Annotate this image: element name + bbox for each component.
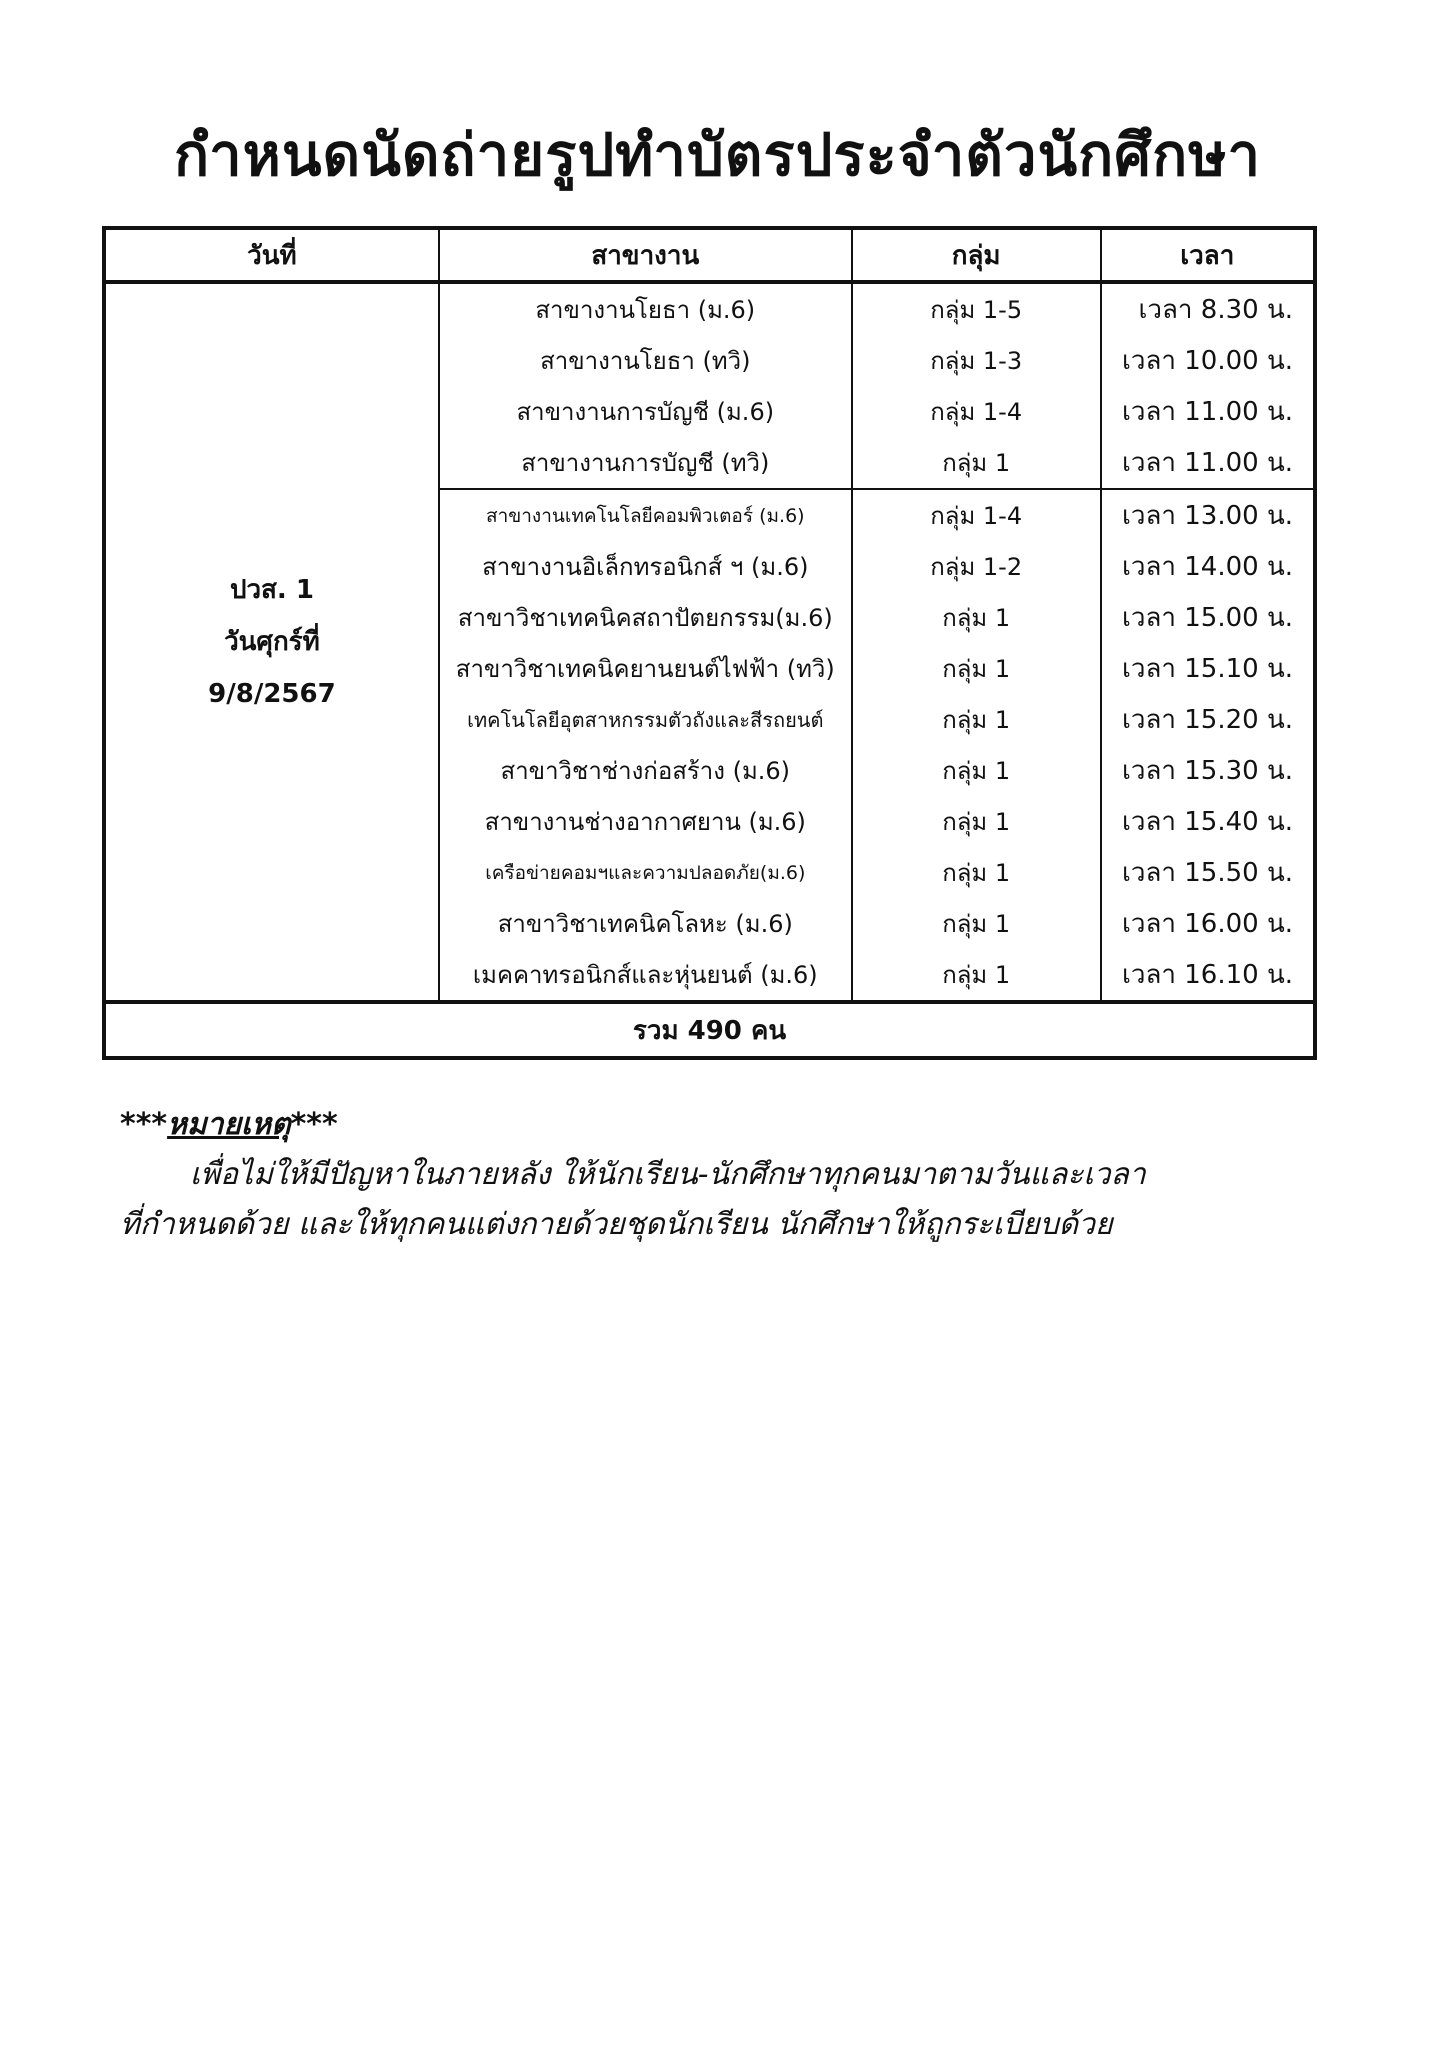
major-cell: สาขางานโยธา (ทวิ) (439, 335, 852, 386)
major-cell: สาขาวิชาเทคนิคสถาปัตยกรรม(ม.6) (439, 592, 852, 643)
time-cell: เวลา 15.50 น. (1101, 847, 1315, 898)
group-cell: กลุ่ม 1-3 (852, 335, 1101, 386)
group-cell: กลุ่ม 1-4 (852, 489, 1101, 541)
table-row (104, 282, 1315, 335)
date-day: วันศุกร์ที่ (224, 627, 320, 657)
table-header-row (104, 228, 1315, 282)
group-cell: กลุ่ม 1 (852, 694, 1101, 745)
remark-prefix: *** (120, 1107, 168, 1142)
group-cell: กลุ่ม 1-4 (852, 386, 1101, 437)
major-cell: สาขางานการบัญชี (ทวิ) (439, 437, 852, 489)
group-cell: กลุ่ม 1 (852, 898, 1101, 949)
schedule-table (102, 226, 1317, 1060)
time-cell: เวลา 14.00 น. (1101, 541, 1315, 592)
group-cell: กลุ่ม 1 (852, 643, 1101, 694)
remark-line-1: เพื่อไม่ให้มีปัญหาในภายหลัง ให้นักเรียน-นักศึกษาทุกคนมาตามวันและเวลา (190, 1157, 1146, 1192)
group-cell: กลุ่ม 1-2 (852, 541, 1101, 592)
group-cell: กลุ่ม 1 (852, 949, 1101, 1002)
major-cell: สาขาวิชาเทคนิคยานยนต์ไฟฟ้า (ทวิ) (439, 643, 852, 694)
remark-block (120, 1100, 1320, 1250)
major-cell: สาขางานโยธา (ม.6) (439, 282, 852, 335)
time-cell: เวลา 15.40 น. (1101, 796, 1315, 847)
group-cell: กลุ่ม 1 (852, 796, 1101, 847)
time-cell: เวลา 15.00 น. (1101, 592, 1315, 643)
major-cell: สาขาวิชาเทคนิคโลหะ (ม.6) (439, 898, 852, 949)
remark-line-2: ที่กำหนดด้วย และให้ทุกคนแต่งกายด้วยชุดนักเรียน นักศึกษาให้ถูกระเบียบด้วย (120, 1207, 1113, 1242)
group-cell: กลุ่ม 1 (852, 847, 1101, 898)
time-cell: เวลา 16.00 น. (1101, 898, 1315, 949)
group-cell: กลุ่ม 1-5 (852, 282, 1101, 335)
header-group: กลุ่ม (852, 228, 1101, 282)
header-time: เวลา (1101, 228, 1315, 282)
major-cell: เมคคาทรอนิกส์และหุ่นยนต์ (ม.6) (439, 949, 852, 1002)
time-cell: เวลา 15.30 น. (1101, 745, 1315, 796)
date-cell (104, 282, 439, 1002)
major-cell: เทคโนโลยีอุตสาหกรรมตัวถังและสีรถยนต์ (439, 694, 852, 745)
time-cell: เวลา 11.00 น. (1101, 437, 1315, 489)
header-major: สาขางาน (439, 228, 852, 282)
time-cell: เวลา 10.00 น. (1101, 335, 1315, 386)
group-cell: กลุ่ม 1 (852, 745, 1101, 796)
remark-suffix: *** (290, 1107, 338, 1142)
total-cell: รวม 490 คน (104, 1002, 1315, 1058)
time-cell: เวลา 16.10 น. (1101, 949, 1315, 1002)
major-cell: สาขาวิชาช่างก่อสร้าง (ม.6) (439, 745, 852, 796)
group-cell: กลุ่ม 1 (852, 437, 1101, 489)
major-cell: สาขางานช่างอากาศยาน (ม.6) (439, 796, 852, 847)
header-date: วันที่ (104, 228, 439, 282)
group-cell: กลุ่ม 1 (852, 592, 1101, 643)
page-title: กำหนดนัดถ่ายรูปทำบัตรประจำตัวนักศึกษา (173, 121, 1262, 189)
date-level: ปวส. 1 (229, 575, 314, 605)
time-cell: เวลา 13.00 น. (1101, 489, 1315, 541)
major-cell: สาขางานอิเล็กทรอนิกส์ ฯ (ม.6) (439, 541, 852, 592)
time-cell: เวลา 15.20 น. (1101, 694, 1315, 745)
time-cell: เวลา 8.30 น. (1101, 282, 1315, 335)
remark-label: หมายเหตุ (167, 1107, 291, 1142)
remark-heading (120, 1100, 1320, 1150)
total-row (104, 1002, 1315, 1058)
major-cell: สาขางานการบัญชี (ม.6) (439, 386, 852, 437)
major-cell: สาขางานเทคโนโลยีคอมพิวเตอร์ (ม.6) (439, 489, 852, 541)
major-cell: เครือข่ายคอมฯและความปลอดภัย(ม.6) (439, 847, 852, 898)
time-cell: เวลา 11.00 น. (1101, 386, 1315, 437)
time-cell: เวลา 15.10 น. (1101, 643, 1315, 694)
date-value: 9/8/2567 (208, 679, 336, 709)
